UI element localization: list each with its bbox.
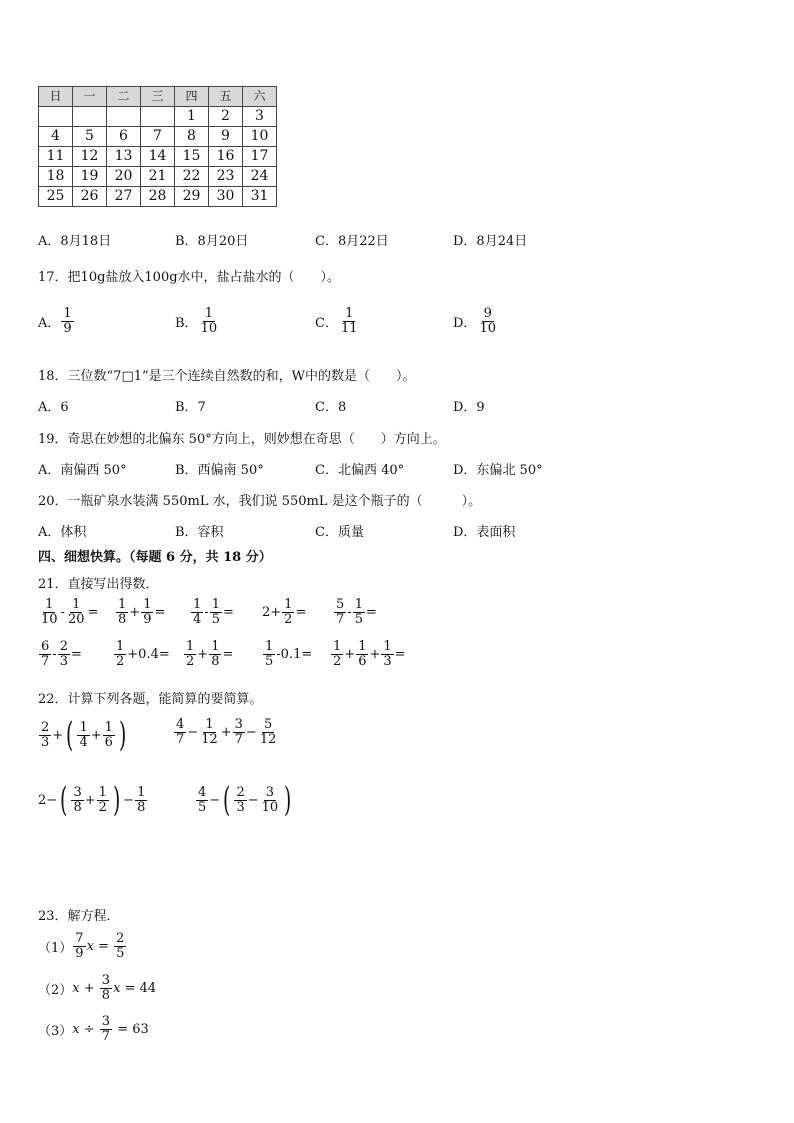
option-label: D． [453,315,477,331]
numerator: 2 [116,931,125,946]
calendar-day-cell: 30 [209,187,243,207]
calendar-day-cell: 24 [243,167,277,187]
q21-item [262,640,312,668]
calendar-day-cell: 18 [39,167,73,187]
denominator: 12 [259,731,277,747]
right-paren: ) [284,780,292,820]
denominator: 7 [176,731,185,747]
q18-option-a: A．6 [38,400,69,415]
numerator: 1 [354,597,363,612]
operator: 2+ [262,604,282,620]
numerator: 1 [383,639,392,654]
fraction [135,786,147,814]
fraction [339,307,360,335]
fraction [263,640,275,668]
numerator: 4 [198,784,207,800]
denominator: 8 [118,611,127,627]
fraction [66,598,87,626]
numerator: 3 [101,1014,111,1029]
operator: + [90,727,102,743]
calendar-day-cell: 1 [175,107,209,127]
calendar-day-cell: 11 [39,147,73,167]
fraction [71,786,83,814]
leading-term: 2− [38,792,58,808]
calendar-day-cell: 8 [175,127,209,147]
denominator: 2 [186,653,195,669]
numerator: 1 [265,639,274,654]
calendar-day-cell: 10 [243,127,277,147]
operator: + [129,604,141,620]
q21-item [330,640,406,668]
numerator: 1 [211,639,220,654]
fraction [100,1015,112,1043]
calendar-day-cell: 31 [243,187,277,207]
calendar-day-cell [39,107,73,127]
denominator: 5 [198,799,207,815]
calendar-day-cell: 6 [107,127,141,147]
variable: x [86,938,94,954]
numerator: 3 [234,717,243,732]
calendar-day-cell: 22 [175,167,209,187]
fraction [209,640,221,668]
fraction [233,718,245,746]
denominator: 3 [236,799,245,815]
denominator: 7 [336,611,345,627]
q21-item [333,598,377,626]
denominator: 2 [98,799,107,815]
denominator: 10 [479,320,496,336]
fraction [174,718,186,746]
option-label: B． [175,315,198,331]
fraction [381,640,393,668]
fraction [196,786,208,814]
fraction [199,307,220,335]
q22-expression-4 [195,780,294,820]
denominator: 5 [211,611,220,627]
operator: = [70,646,82,662]
numerator: 1 [98,784,107,800]
q17-option-a [38,307,75,335]
calendar-day-cell: 3 [243,107,277,127]
fraction [103,721,115,749]
denominator: 9 [143,611,152,627]
operator: = [154,604,166,620]
calendar-week-row [39,127,277,147]
equation-label: （1） [38,940,73,956]
fraction [334,598,346,626]
denominator: 8 [73,799,82,815]
q16-option-b: B．8月20日 [175,234,249,249]
q20-option-a: A．体积 [38,525,87,540]
equation-label: （3） [38,1023,73,1039]
calendar-day-cell: 13 [107,147,141,167]
numerator: 1 [63,306,72,321]
q16-option-a: A．8月18日 [38,234,112,249]
fraction [184,640,196,668]
operator: = [365,604,377,620]
fraction [234,786,246,814]
q21-item [183,640,233,668]
numerator: 7 [75,931,84,946]
fraction [282,598,294,626]
q16-option-c: C．8月22日 [315,234,389,249]
denominator: 10 [41,611,58,627]
operator: + [220,724,232,740]
right-hand-side: = 63 [113,1021,149,1037]
operator: + [52,727,64,743]
denominator: 5 [354,611,363,627]
q23-equation-2 [38,974,156,1002]
calendar-weekday-header: 三 [141,87,175,107]
denominator: 6 [358,653,367,669]
numerator: 1 [284,597,293,612]
q17-option-b [175,307,220,335]
denominator: 12 [201,731,218,747]
denominator: 4 [79,734,88,750]
calendar-day-cell: 26 [73,187,107,207]
calendar-day-cell: 19 [73,167,107,187]
operator: − [187,724,199,740]
q20-option-b: B．容积 [175,525,224,540]
operator: + [79,980,99,996]
denominator: 8 [137,799,146,815]
denominator: 4 [193,611,202,627]
denominator: 2 [333,653,342,669]
operator: = [87,604,99,620]
numerator: 1 [137,784,146,800]
fraction [477,307,498,335]
option-label: A． [38,315,61,331]
q20-option-d: D．表面积 [453,525,516,540]
fraction [116,598,128,626]
operator: − [209,792,221,808]
calendar-day-cell: 29 [175,187,209,207]
fraction [210,598,222,626]
fraction [61,307,73,335]
fraction [260,786,281,814]
fraction [331,640,343,668]
fraction [58,640,70,668]
operator: - [60,604,65,620]
calendar-weekday-header: 五 [209,87,243,107]
q21-text: 21．直接写出得数． [38,577,159,592]
fraction [39,598,60,626]
calendar-weekday-header: 日 [39,87,73,107]
denominator: 3 [41,734,50,750]
q21-item [262,598,306,626]
operator: = [222,646,234,662]
numerator: 1 [79,719,88,735]
calendar-day-cell: 16 [209,147,243,167]
option-label: C． [315,315,338,331]
numerator: 1 [118,597,127,612]
calendar-day-cell: 28 [141,187,175,207]
denominator: 3 [59,653,68,669]
q21-item [113,640,170,668]
q18-text: 18．三位数“7□1”是三个连续自然数的和，W中的数是（ ）。 [38,369,416,384]
q18-option-c: C．8 [315,400,347,415]
operator: + [197,646,209,662]
calendar-day-cell: 15 [175,147,209,167]
fraction [114,932,126,960]
q21-item [38,598,98,626]
left-paren: ( [66,715,74,755]
denominator: 7 [101,1028,111,1044]
q16-option-d: D．8月24日 [453,234,528,249]
numerator: 4 [176,717,185,732]
denominator: 2 [284,611,293,627]
denominator: 11 [340,320,358,336]
numerator: 2 [59,639,68,654]
q17-text: 17．把10g盐放入100g水中，盐占盐水的（ ）。 [38,270,341,285]
q19-option-d: D．东偏北 50° [453,463,543,478]
equals-sign: = [93,938,114,954]
calendar-day-cell: 20 [107,167,141,187]
numerator: 6 [41,639,50,654]
numerator: 1 [45,597,54,612]
calendar-day-cell: 27 [107,187,141,207]
operator: - [347,604,352,620]
q18-option-b: B．7 [175,400,206,415]
q20-text: 20．一瓶矿泉水装满 550mL 水，我们说 550mL 是这个瓶子的（ ）。 [38,494,482,509]
fraction [191,598,203,626]
fraction [356,640,368,668]
q19-text: 19．奇思在妙想的北偏东 50°方向上，则妙想在奇思（ ）方向上。 [38,432,446,447]
fraction [39,640,51,668]
operator: − [245,724,257,740]
left-paren: ( [223,780,231,820]
numerator: 1 [193,597,202,612]
numerator: 5 [263,717,273,732]
numerator: 5 [336,597,345,612]
q23-equation-1 [38,932,127,960]
q17-option-d [453,307,499,335]
q22-text: 22．计算下列各题，能简算的要简算。 [38,692,263,707]
denominator: 3 [383,653,392,669]
section-heading: 四、细想快算。（每题 6 分，共 18 分） [38,550,272,565]
denominator: 10 [261,799,279,815]
calendar-day-cell: 2 [209,107,243,127]
numerator: 1 [143,597,152,612]
fraction [353,598,365,626]
left-paren: ( [60,780,68,820]
denominator: 9 [63,320,72,336]
q22-expression-1 [38,715,129,755]
numerator: 1 [333,639,342,654]
numerator: 1 [205,717,214,732]
q20-option-c: C．质量 [315,525,364,540]
operator: = [295,604,307,620]
fraction [97,786,109,814]
operator: - [204,604,209,620]
variable: x [72,1021,80,1037]
fraction [141,598,153,626]
denominator: 9 [75,945,84,961]
fraction [39,721,51,749]
fraction [73,932,85,960]
calendar-week-row [39,187,277,207]
numerator: 3 [265,784,275,800]
calendar-weekday-header: 一 [73,87,107,107]
denominator: 8 [211,653,220,669]
calendar-day-cell [141,107,175,127]
numerator: 2 [236,784,245,800]
numerator: 3 [101,973,111,988]
numerator: 1 [345,306,354,321]
fraction [258,718,279,746]
q19-option-c: C．北偏西 40° [315,463,405,478]
fraction [77,721,89,749]
operator: = [394,646,406,662]
denominator: 5 [116,945,125,961]
operator: + [369,646,381,662]
calendar-day-cell: 5 [73,127,107,147]
denominator: 6 [104,734,113,750]
numerator: 3 [73,784,82,800]
calendar-day-cell: 25 [39,187,73,207]
denominator: 8 [101,987,111,1003]
calendar-day-cell [73,107,107,127]
calendar-day-cell [107,107,141,127]
calendar-day-cell: 9 [209,127,243,147]
numerator: 2 [41,719,50,735]
calendar-day-cell: 7 [141,127,175,147]
operator: − [123,792,135,808]
denominator: 20 [67,611,85,627]
q19-option-b: B．西偏南 50° [175,463,264,478]
calendar-table [38,86,277,207]
calendar-header-row [39,87,277,107]
numerator: 1 [358,639,367,654]
numerator: 1 [211,597,220,612]
calendar-weekday-header: 二 [107,87,141,107]
fraction [114,640,126,668]
fraction [100,974,112,1002]
operator: + [84,792,96,808]
q23-text: 23．解方程． [38,909,120,924]
calendar-day-cell: 17 [243,147,277,167]
numerator: 1 [186,639,195,654]
q17-option-c [315,307,361,335]
calendar-day-cell: 14 [141,147,175,167]
q21-item [190,598,234,626]
denominator: 5 [265,653,274,669]
denominator: 10 [200,320,218,336]
calendar-day-cell: 21 [141,167,175,187]
q18-option-d: D．9 [453,400,485,415]
denominator: 7 [41,653,50,669]
calendar-weekday-header: 四 [175,87,209,107]
operator: -0.1= [276,646,313,662]
q22-expression-3 [38,780,148,820]
calendar-weekday-header: 六 [243,87,277,107]
operator: +0.4= [127,646,170,662]
numerator: 1 [72,597,81,612]
numerator: 1 [204,306,213,321]
calendar-week-row [39,107,277,127]
operator: + [344,646,356,662]
q23-equation-3 [38,1015,149,1043]
q21-item [115,598,165,626]
right-hand-side: = 44 [120,980,157,996]
fraction [199,718,220,746]
operator: − [247,792,259,808]
equation-label: （2） [38,982,73,998]
numerator: 1 [104,719,113,735]
variable: x [72,980,80,996]
calendar-week-row [39,147,277,167]
right-paren: ) [112,780,121,820]
q22-expression-2 [173,718,279,746]
calendar-day-cell: 4 [39,127,73,147]
numerator: 9 [483,306,492,321]
calendar-day-cell: 23 [209,167,243,187]
calendar-day-cell: 12 [73,147,107,167]
denominator: 2 [116,653,125,669]
operator: = [222,604,234,620]
q19-option-a: A．南偏西 50° [38,463,127,478]
calendar-week-row [39,167,277,187]
denominator: 7 [234,731,243,747]
operator: - [52,646,57,662]
variable: x [113,980,121,996]
numerator: 1 [116,639,125,654]
right-paren: ) [118,715,127,755]
operator: ÷ [79,1021,99,1037]
q21-item [38,640,82,668]
